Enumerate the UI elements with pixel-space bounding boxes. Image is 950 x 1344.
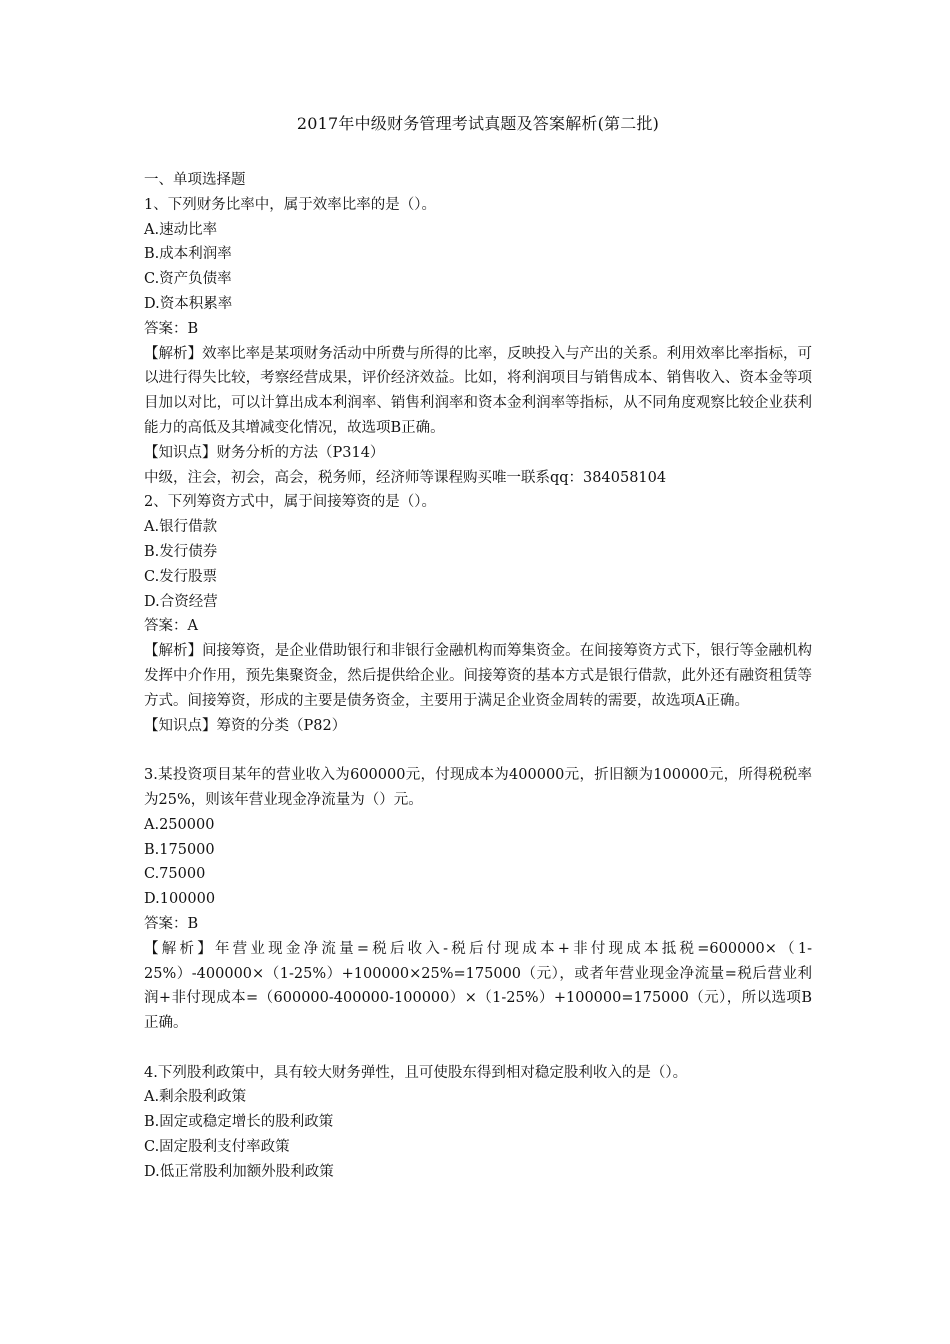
section-heading: 一、单项选择题: [144, 172, 246, 188]
question-3: [144, 763, 812, 1036]
option-b: B.175000: [144, 841, 215, 858]
option-a: A.银行借款: [144, 519, 218, 536]
answer: 答案：B: [144, 915, 199, 932]
option-d: D.资本积累率: [144, 295, 233, 312]
option-a: A.剩余股利政策: [144, 1089, 247, 1106]
option-a: A.速动比率: [144, 221, 218, 238]
option-b: B.固定或稳定增长的股利政策: [144, 1114, 334, 1131]
option-a: A.250000: [144, 816, 215, 833]
option-c: C.75000: [144, 866, 206, 883]
blank-line: [144, 1036, 812, 1061]
option-c: C.发行股票: [144, 568, 218, 585]
answer: 答案：A: [144, 618, 198, 635]
question-text: 4.下列股利政策中，具有较大财务弹性，且可使股东得到相对稳定股利收入的是（）。: [144, 1064, 688, 1081]
knowledge-point: 【知识点】财务分析的方法（P314）: [144, 444, 385, 461]
option-d: D.合资经营: [144, 593, 218, 610]
analysis: 【解析】年营业现金净流量=税后收入-税后付现成本+非付现成本抵税=600000×（1-25%）-400000×（1-25%）+100000×25%=175000（元），或者年营业现金净流量=税后营业利润+非付现成本=（600000-400000-100000）×（1-25%）+100000=175000（元），所以选项B正确。: [144, 940, 812, 1032]
option-c: C.资产负债率: [144, 271, 232, 288]
blank-line: [144, 738, 812, 763]
knowledge-point: 【知识点】筹资的分类（P82）: [144, 717, 347, 734]
question-text: 3.某投资项目某年的营业收入为600000元，付现成本为400000元，折旧额为100000元，所得税税率为25%，则该年营业现金净流量为（）元。: [144, 767, 812, 808]
analysis: 【解析】间接筹资，是企业借助银行和非银行金融机构而筹集资金。在间接筹资方式下，银行等金融机构发挥中介作用，预先集聚资金，然后提供给企业。间接筹资的基本方式是银行借款，此外还有融资租赁等方式。间接筹资，形成的主要是债务资金，主要用于满足企业资金周转的需要，故选项A正确。: [144, 643, 812, 709]
option-b: B.成本利润率: [144, 246, 232, 263]
question-2: [144, 490, 812, 738]
option-c: C.固定股利支付率政策: [144, 1139, 290, 1156]
document-title: 2017年中级财务管理考试真题及答案解析(第二批): [296, 114, 660, 133]
document-page: [144, 112, 812, 1185]
question-text: 2、下列筹资方式中，属于间接筹资的是（）。: [144, 494, 436, 511]
answer: 答案：B: [144, 320, 199, 337]
contact-note: 中级，注会，初会，高会，税务师，经济师等课程购买唯一联系qq：384058104: [144, 469, 667, 486]
option-d: D.100000: [144, 891, 216, 908]
question-text: 1、下列财务比率中，属于效率比率的是（）。: [144, 196, 436, 213]
option-b: B.发行债券: [144, 543, 218, 560]
option-d: D.低正常股利加额外股利政策: [144, 1163, 334, 1180]
question-1: [144, 193, 812, 466]
analysis: 【解析】效率比率是某项财务活动中所费与所得的比率，反映投入与产出的关系。利用效率比率指标，可以进行得失比较，考察经营成果，评价经济效益。比如，将利润项目与销售成本、销售收入、资本金等项目加以对比，可以计算出成本利润率、销售利润率和资本金利润率等指标，从不同角度观察比较企业获利能力的高低及其增减变化情况，故选项B正确。: [144, 345, 812, 436]
question-4: [144, 1061, 812, 1185]
